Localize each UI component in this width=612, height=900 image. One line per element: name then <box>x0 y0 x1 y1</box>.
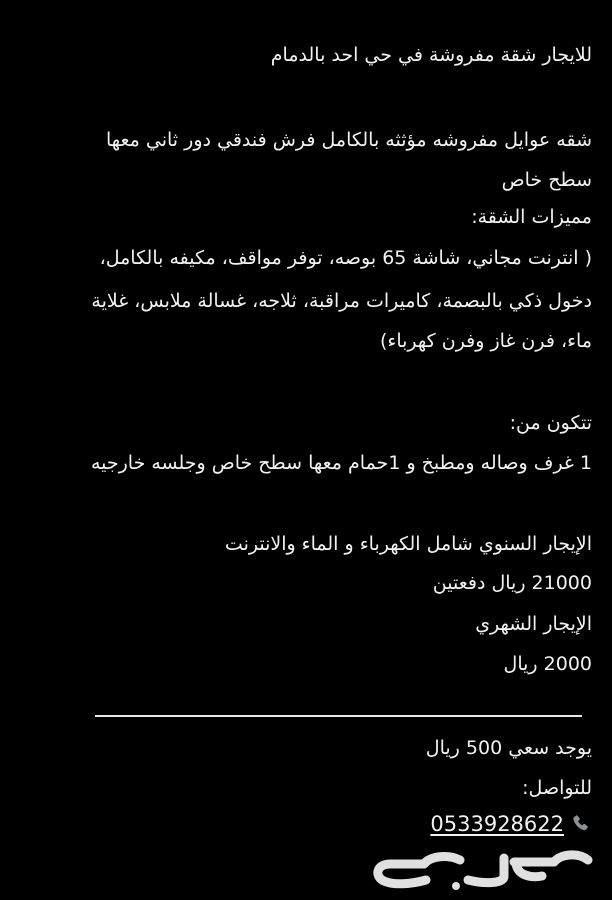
description-line: سطح خاص <box>501 169 592 191</box>
annual-rent-value: 21000 ريال دفعتين <box>432 572 592 594</box>
monthly-rent-value: 2000 ريال <box>503 653 592 675</box>
phone-number[interactable]: 0533928622 <box>430 812 564 836</box>
listing-title: للايجار شقة مفروشة في حي احد بالدمام <box>270 44 592 66</box>
annual-rent-heading: الإيجار السنوي شامل الكهرباء و الماء والانترنت <box>224 533 592 555</box>
description-line: شقه عوايل مفروشه مؤثثه بالكامل فرش فندقي دور ثاني معها <box>105 129 592 151</box>
composition-line: 1 غرف وصاله ومطبخ و 1حمام معها سطح خاص وجلسه خارجيه <box>90 452 592 474</box>
features-line: ماء، فرن غاز وفرن كهرباء) <box>379 330 592 352</box>
features-line: ( انترنت مجاني، شاشة 65 بوصه، توفر مواقف، مكيفه بالكامل، <box>99 247 592 269</box>
contact-heading: للتواصل: <box>522 777 592 799</box>
phone-link[interactable] <box>430 812 592 836</box>
divider <box>95 715 582 717</box>
composition-heading: تتكون من: <box>509 412 592 434</box>
monthly-rent-heading: الإيجار الشهري <box>475 613 592 635</box>
commission-note: يوجد سعي 500 ريال <box>425 737 592 759</box>
phone-icon <box>570 813 592 835</box>
features-heading: مميزات الشقة: <box>471 206 592 228</box>
haraj-watermark-logo <box>364 846 600 892</box>
features-line: دخول ذكي بالبصمة، كاميرات مراقبة، ثلاجه، غسالة ملابس، غلاية <box>91 290 592 312</box>
